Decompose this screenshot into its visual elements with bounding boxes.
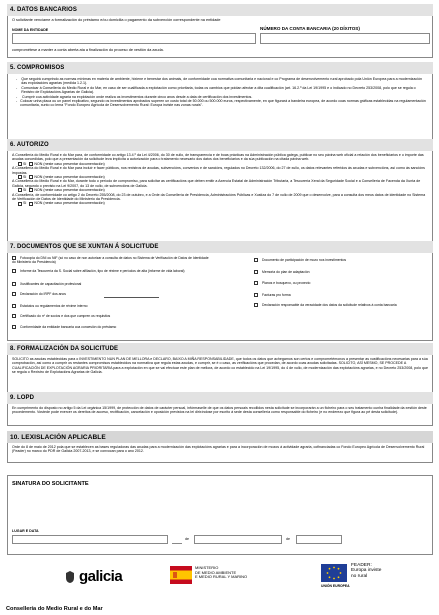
signature-title: SINATURA DO SOLICITANTE: [12, 481, 89, 487]
doc-youth-checkbox[interactable]: [254, 258, 258, 262]
bank-commit: comprométese a manter a conta aberta ata a finalización do proceso de xestión da axuda.: [12, 48, 164, 52]
doc-invoices-checkbox[interactable]: [254, 293, 258, 297]
doc-label: Planos e bosquexo, ou proxecto: [262, 281, 311, 285]
authorize-p1: A Consellería do Medio Rural e do Mar para, de conformidade co artigo 13.4.º da Lei 4/2006, do 30 de xullo, de transparencia e de boas prácticas na Administración pública galega, publicar no seu páxina web oficial a relación dos beneficiarios e o importe das axudas concedidas, polo que a presentación da solicitude leva implícita a autorización para o tratamento necesario dos datos dos beneficiarios e da súa publicación na citada páxina web.: [12, 153, 424, 162]
section-title: 8. FORMALIZACIÓN DA SOLICITUDE: [7, 343, 433, 355]
authorize-4-yes-checkbox[interactable]: [18, 202, 22, 206]
section-lopd: [7, 392, 433, 426]
commit-item: - Colocar unha placa ou un panel explicativo, segundo os investimentos aprobados superen un custo total de 50.000 ou 500.000 euros, respectivamente, en que figurará a bandeira europea, de acordo coas normas gráficas establecidas na regulamentación comunitaria, xunto co lema "Fondo Europeo Agrícola de Desenvolvemento Rural: Europa inviste nas zonas rurais".: [16, 99, 426, 108]
commit-item: - Cumprir coa actividade agraria na explotación onde realiza os investimentos durante cinco anos desde a data de certificación dos investimentos.: [16, 94, 253, 99]
section-commitments: [7, 62, 433, 140]
authorize-3-no-checkbox[interactable]: [29, 188, 33, 192]
doc-statutes-checkbox[interactable]: [12, 304, 16, 308]
footer-logos: [0, 562, 439, 602]
doc-declaration-checkbox[interactable]: [254, 303, 258, 307]
authorize-p4: A Consellería, de conformidade co artigo 2 do Decreto 255/2008, do 23 de outubro, e a Orde da Consellería de Presidencia, Administracións Públicas e Xustiza do 7 de xullo de 2009 que o desenvolve, para a consulta dos meus datos de identidade no Sistema de Verificación de Datos de Identidade do Ministerio da Presidencia.: [12, 192, 426, 202]
date-separator: de: [185, 537, 189, 541]
commit-item: - Comunicar á Consellería do Medio Rural e do Mar, en caso de ser cualificada a explotación como prioritaria, todas os cambios que poidan afectar a dita cualificación (art. 16.2.º da Lei 19/1995 e o indicado no Decreto 253/2008, polo que se regula o Rexistro de Explotacións Agrarias de Galicia).: [16, 85, 416, 95]
doc-label: Xustificantes de capacitación profesional: [20, 282, 82, 286]
doc-irpf-checkbox[interactable]: [12, 292, 16, 296]
galicia-logo: galicia: [64, 568, 122, 585]
entity-label: NOME DA ENTIDADE: [12, 28, 49, 32]
doc-plans-checkbox[interactable]: [254, 281, 258, 285]
place-date-label: LUGAR E DATA: [12, 529, 39, 533]
authorize-p2: A Consellería do Medio Rural e do Mar para incluír e facer públicos, nos rexistros de axudas, subvencións, convenios e de sancións, regulados no Decreto 132/2006, do 27 de xullo, os datos relevantes referidos ás axudas e subvencións, así como ás sancións impostas.: [12, 166, 425, 175]
spain-flag-icon: [170, 566, 192, 584]
section-bank-data: [7, 4, 433, 58]
section-legislation: [7, 431, 433, 463]
doc-label: Declaración do IRPF dos anos: [20, 292, 66, 296]
footer-consellería: Consellería do Medio Rural e do Mar: [6, 606, 103, 612]
doc-label: Memoria do plan de adaptación: [262, 270, 310, 274]
doc-label: Certificado do nº de socios e dos que cumpren os requisitos: [20, 314, 111, 318]
galicia-emblem-icon: [64, 570, 76, 584]
doc-label: Documento de participación de mozo nos investimentos: [262, 258, 347, 262]
doc-members-checkbox[interactable]: [12, 314, 16, 318]
authorize-4-no-checkbox[interactable]: [29, 202, 33, 206]
irpf-years-input[interactable]: [104, 293, 159, 298]
doc-training-checkbox[interactable]: [12, 282, 16, 286]
signature-area[interactable]: [12, 490, 428, 526]
commit-item: - Que seguirá cumprindo as normas mínimas en materia de ambiente, hixiene e benestar dos animais, de conformidade coa normativa comunitaria e nacional e co Programa de desenvolvemento rural aprobado pola Unión Europea para a modernización das explotacións agrarias (medida 1.2.1).: [16, 77, 422, 86]
doc-ss-checkbox[interactable]: [12, 269, 16, 273]
doc-label: Estatutos ou regulamentos de réxime interno: [20, 304, 88, 308]
place-input[interactable]: [12, 535, 168, 544]
account-input[interactable]: [260, 33, 430, 44]
doc-label: Conformidade da entidade bancaria coa concesión do préstamo: [20, 325, 117, 329]
section-title: 5. COMPROMISOS: [7, 62, 433, 74]
doc-plan-checkbox[interactable]: [254, 270, 258, 274]
month-input[interactable]: [194, 535, 282, 544]
section-title: 9. LOPD: [7, 392, 433, 404]
section-title: 7. DOCUMENTOS QUE SE XUNTAN Á SOLICITUDE: [7, 241, 433, 253]
account-label: NÚMERO DA CONTA BANCARIA (20 DÍXITOS): [260, 26, 360, 31]
bank-intro: O solicitante vencíame a formalización do préstamo e/ou domicilia o pagamento da subvención correspondente na entidade: [12, 18, 221, 22]
authorize-p3: A Consellería do Medio Rural e do Mar, durante todo o período de compromiso, para solicitar as certificacións que deben emitir a Axencia Estatal de Administración Tributaria, a Tesourería Xeral da Seguridade Social e a Consellería de Facenda da Xunta de Galicia, segundo o previsto na Lei 9/2007, do 13 de xullo, de subvencións de Galicia.: [12, 179, 421, 188]
doc-label: Facturas pro forma: [262, 293, 291, 297]
eu-logo: FEADER: Europa inviste no rural UNIÓN EUROPEA: [321, 563, 382, 588]
lopd-text: En cumprimento do disposto no artigo 5 da Lei orgánica 15/1999, de protección de datos de carácter persoal, infórmaselle de que os datos persoais recollidos nesta solicitude se incorporarán a un ficheiro para o seu tratamento cunha finalidade da xestión deste procedemento. Vostede pode exercer os dereitos de acceso, rectificación, cancelación e oposición previstos na lei dirixíndose por escrito á sede desta consellería como responsable do ficheiro (e no enderezo que figura ao pé desta solicitude).: [12, 406, 427, 415]
authorize-3-yes-checkbox[interactable]: [18, 188, 22, 192]
formalization-text: SOLICITO as axudas establecidas para o INVESTIMENTO NUN PLAN DE MELLORA e DECLARO, BAIXO A MIÑA RESPONSABILIDADE, que todos os datos que achegamos son certos e comprometémonos a presentar as xustificacións necesarias para a súa comprobación, así como a cumprir os restantes compromisos establecidos na normativa que regula estas axudas, e cumprir, se é o caso, as verificacións que procedan, de acordo coas axudas solicitadas. SOLICITO, ASÍ MESMO, SE PROCEDE A CUALIFICACIÓN DE EXPLOTACIÓN AGRARIA PRIORITARIA para a explotación en que se vai efectuar este plan de mellora, de acordo co establecido na Lei 19/1995, do 4 de xullo, de modernización das explotacións agrarias, e no Decreto 253/2008, polo que se regula o Rexistro de Explotacións Agrarias de Galicia.: [12, 357, 428, 375]
section-authorize: 6. AUTORIZO A Consellería do Medio Rural e do Mar para, de conformidade co artigo 13.4.º da Lei 4/2006, do 30 de xullo, de transparencia e de boas prácticas na Administración pública galega, publicar no seu páxina web oficial a relación dos beneficiarios e o importe das axudas concedidas, polo que a presentación da solicitude leva implícita a autorización para o tratamento necesario dos datos dos beneficiarios e da súa publicación na citada páxina web. SI NON (neste caso presentar documentación) A Consellería do Medio Rural e do Mar para incluír e facer públicos, nos rexistros de axudas, subvencións, convenios e de sancións, regulados no Decreto 132/2006, do 27 de xullo, os datos relevantes referidos ás axudas e subvencións, así como ás sancións impostas. SI NON (neste caso presentar documentación) A Consellería do Medio Rural e do Mar, durante todo o período de compromiso, para solicitar as certificacións que deben emitir a Axencia Estatal de Administración Tributaria, a Tesourería Xeral da Seguridade Social e a Consellería de Facenda da Xunta de Galicia, segundo o previsto na Lei 9/2007, do 13 de xullo, de subvencións de Galicia. SI NON (neste caso presentar documentación) A Consellería, de conformidade co artigo 2 do Decreto 255/2008, do 23 de outubro, e a Orde da Consellería de Presidencia, Administracións Públicas e Xustiza do 7 de xullo de 2009 que o desenvolve, para a consulta dos meus datos de identidade no Sistema de Verificación de Datos de Identidade do Ministerio da Presidencia. SI NON (neste caso presentar documentación): [7, 139, 433, 243]
entity-input[interactable]: [12, 33, 256, 44]
section-formalization: [7, 343, 433, 399]
section-signature: [7, 475, 433, 555]
doc-label: Declaración responsable da veracidade dos datos da solicitude relativos á conta bancaria: [262, 303, 397, 307]
day-input[interactable]: [172, 535, 182, 544]
section-title: 4. DATOS BANCARIOS: [7, 4, 433, 16]
year-input[interactable]: [296, 535, 342, 544]
section-documents: [7, 241, 433, 341]
doc-label: Informe da Tesourería da S. Social sobre afiliación, tipo de réxime e períodos de alta (informe de vida laboral): [20, 269, 185, 273]
doc-bank-checkbox[interactable]: [12, 325, 16, 329]
eu-flag-icon: [321, 564, 347, 582]
doc-label: Fotocopia do DNI ou NIF (só no caso de non autorizar a consulta de datos no Sistema de Verificación de Datos de Identidade do Ministerio da Presidencia): [12, 256, 209, 264]
section-title: 10. LEXISLACIÓN APLICABLE: [7, 431, 433, 443]
legislation-text: Orde do 8 de maio de 2012 pola que se establecen as bases reguladoras das axudas para a modernización das explotacións agrarias e para a incorporación de mozos á actividade agraria, cofinanciadas co Fondo Europeo Agrícola de Desenvolvemento Rural (Feader) no marco do PDR de Galicia 2007-2013, e se convocan para o ano 2012.: [12, 445, 425, 454]
ministry-logo: MINISTERIO DE MEDIO AMBIENTE E MEDIO RURAL Y MARINO: [170, 566, 247, 584]
section-title: 6. AUTORIZO: [7, 139, 433, 151]
date-separator: de: [286, 537, 290, 541]
